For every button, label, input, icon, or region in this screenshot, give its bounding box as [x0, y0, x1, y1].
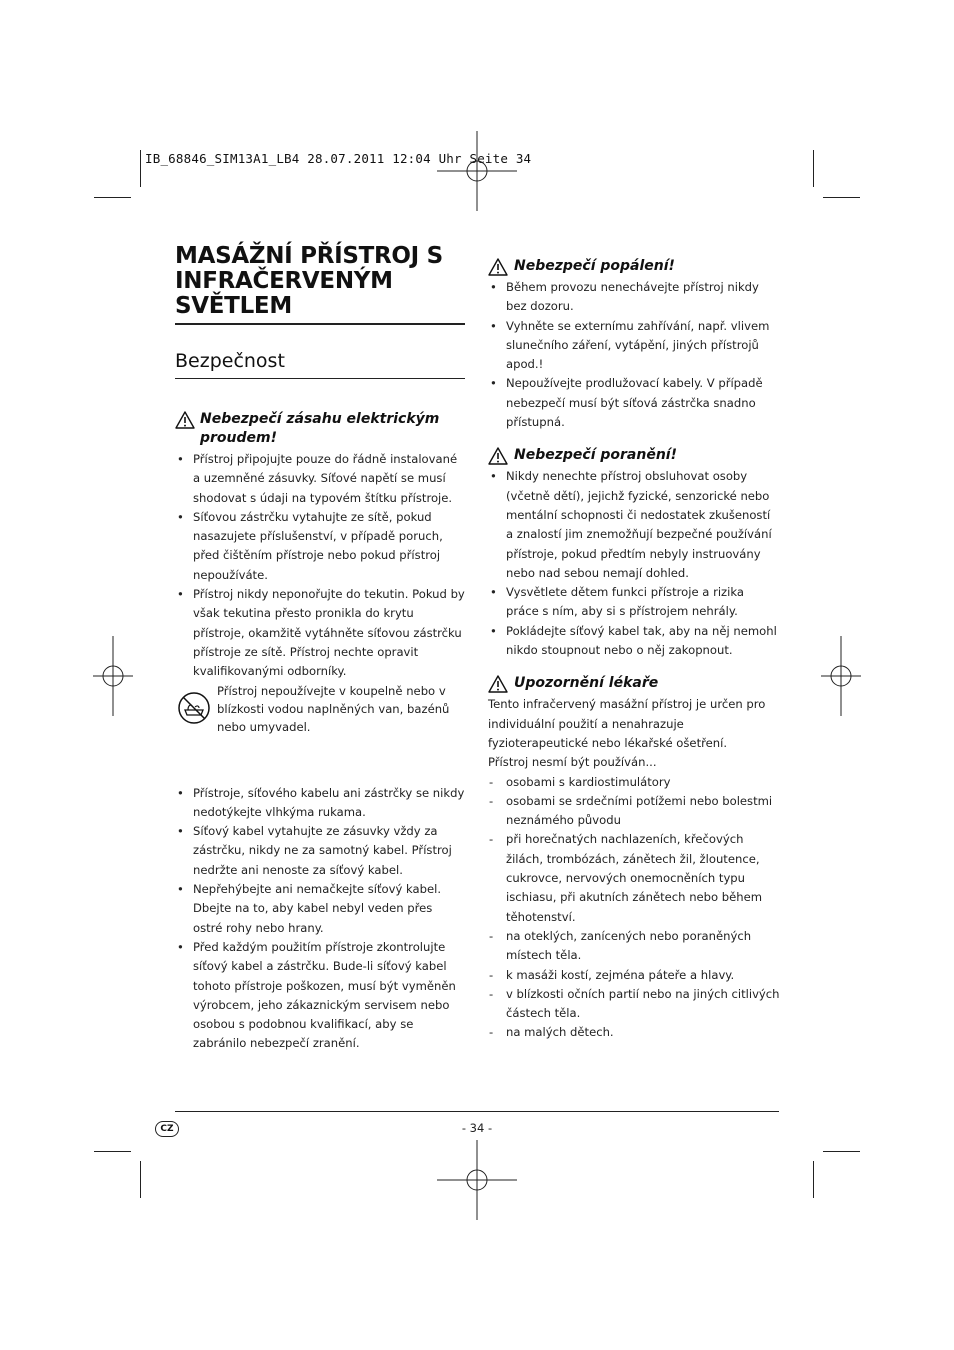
registration-mark-right: [821, 636, 861, 716]
crop-mark: [94, 1151, 131, 1152]
bathroom-warning-text: Přístroj nepoužívejte v koupelně nebo v blízkosti vodou naplněných van, bazénů nebo umyvadel.: [217, 683, 450, 734]
list-item: • Síťovou zástrčku vytahujte ze sítě, pokud nasazujete příslušenství, v případě poruch, před čištěním přístroje nebo pokud přístroj nepoužíváte.: [175, 508, 465, 585]
crop-mark: [140, 150, 141, 187]
warning-triangle-icon: [488, 675, 508, 693]
shock-warning-list: [175, 450, 465, 682]
title-rule: [175, 323, 465, 325]
list-item: • Nepoužívejte prodlužovací kabely. V případě nebezpečí musí být síťová zástrčka snadno přístupná.: [488, 374, 780, 432]
warning-triangle-icon: [488, 258, 508, 276]
shock-warning-heading: Nebezpečí zásahu elektrickým proudem!: [175, 410, 465, 448]
list-item: • Přístroj připojujte pouze do řádně instalované a uzemněné zásuvky. Síťové napětí se musí shodovat s údaji na typovém štítku přístroje.: [175, 450, 465, 508]
list-item: • Vyhněte se externímu zahřívání, např. vlivem slunečního záření, vytápění, jiných přístrojů apod.!: [488, 317, 780, 375]
list-item: • Přístroje, síťového kabelu ani zástrčky se nikdy nedotýkejte vlhkýma rukama.: [175, 784, 465, 823]
no-bathtub-icon: [177, 691, 211, 725]
print-slug: IB_68846_SIM13A1_LB4 28.07.2011 12:04 Uhr Seite 34: [145, 151, 532, 166]
section-title: Bezpečnost: [175, 350, 285, 372]
burn-warning-heading: Nebezpečí popálení!: [488, 257, 780, 276]
list-item: • Před každým použitím přístroje zkontrolujte síťový kabel a zástrčku. Bude-li síťový kabel tohoto přístroje poškozen, musí být vyměněn výrobcem, jeho zákaznickým servisem nebo osobou s podobnou kvalifikací, aby se zabránilo nebezpečí zranění.: [175, 938, 465, 1054]
list-item: - k masáži kostí, zejména páteře a hlavy.: [488, 966, 780, 985]
doctor-contraindication-list: [488, 773, 780, 1043]
injury-warning-list: [488, 467, 780, 660]
warning-triangle-icon: [488, 447, 508, 465]
list-item: - na oteklých, zanícených nebo poraněných místech těla.: [488, 927, 780, 966]
list-item: • Pokládejte síťový kabel tak, aby na něj nemohl nikdo stoupnout nebo o něj zakopnout.: [488, 622, 780, 661]
list-item: • Nepřehýbejte ani nemačkejte síťový kabel. Dbejte na to, aby kabel nebyl veden přes ostré rohy nebo hrany.: [175, 880, 465, 938]
registration-mark-left: [93, 636, 133, 716]
left-column: [175, 410, 465, 1054]
registration-mark-bottom: [437, 1140, 517, 1220]
list-item: - při horečnatých nachlazeních, křečových žilách, trombózách, zánětech žil, žloutence, cukrovce, nervových onemocněních typu ischiasu, při akutních zánětech nebo během těhotenství.: [488, 830, 780, 926]
page-title: MASÁŽNÍ PŘÍSTROJ S INFRAČERVENÝM SVĚTLEM: [175, 243, 443, 319]
crop-mark: [94, 197, 131, 198]
right-column: [488, 257, 780, 1043]
list-item: - osobami se srdečními potížemi nebo bolestmi neznámého původu: [488, 792, 780, 831]
list-item: - v blízkosti očních partií nebo na jiných citlivých částech těla.: [488, 985, 780, 1024]
footer-rule: [175, 1111, 779, 1112]
list-item: - na malých dětech.: [488, 1023, 780, 1042]
bathroom-warning: [175, 683, 465, 746]
language-badge: CZ: [155, 1121, 179, 1137]
list-item: • Během provozu nenechávejte přístroj nikdy bez dozoru.: [488, 278, 780, 317]
crop-mark: [813, 150, 814, 187]
doctor-warning-heading: Upozornění lékaře: [488, 674, 780, 693]
list-item: • Síťový kabel vytahujte ze zásuvky vždy za zástrčku, nikdy ne za samotný kabel. Přístroj nedržte ani nenoste za síťový kabel.: [175, 822, 465, 880]
doctor-warning-text: Tento infračervený masážní přístroj je určen pro individuální použití a nenahrazuje fyzioterapeutické nebo lékařské ošetření.: [488, 697, 766, 750]
list-item: • Vysvětlete dětem funkci přístroje a rizika práce s ním, aby si s přístrojem nehrály.: [488, 583, 780, 622]
list-item: • Přístroj nikdy neponořujte do tekutin. Pokud by však tekutina přesto pronikla do krytu přístroje, okamžitě vytáhněte síťovou zástrčku přístroje ze sítě. Přístroj nechte opravit kvalifikovanými odborníky.: [175, 585, 465, 681]
injury-warning-heading: Nebezpečí poranění!: [488, 446, 780, 465]
list-item: • Nikdy nenechte přístroj obsluhovat osoby (včetně dětí), jejichž fyzické, senzorické nebo mentální schopnosti či nedostatek zkušeností a znalostí jim znemožňují bezpečné používání přístroje, pokud předtím nebyly instruovány nebo nad sebou nemají dohled.: [488, 467, 780, 583]
burn-warning-list: [488, 278, 780, 432]
crop-mark: [813, 1161, 814, 1198]
page-number: - 34 -: [461, 1121, 493, 1135]
crop-mark: [823, 197, 860, 198]
cable-warning-list: [175, 784, 465, 1054]
crop-mark: [823, 1151, 860, 1152]
section-rule: [175, 378, 465, 379]
warning-triangle-icon: [175, 411, 195, 429]
crop-mark: [140, 1161, 141, 1198]
doctor-warning-intro: Přístroj nesmí být používán...: [488, 755, 657, 770]
list-item: - osobami s kardiostimulátory: [488, 773, 780, 792]
registration-mark-top: [437, 131, 517, 211]
